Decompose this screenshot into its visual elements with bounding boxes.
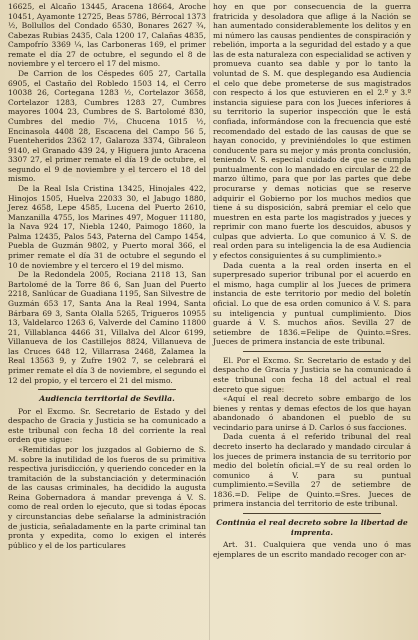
paragraph: Art. 31. Cualquiera que venda uno ó mas ejemplares de un escrito mandado recoger con ar-: [213, 540, 411, 559]
paragraph: De la Redondela 2005, Rociana 2118 13, San Bartolomé de la Torre 86 6, San Juan del Puerto 2218, Sanlúcar de Guadiana 1195, San Silvestre de Guzmán 653 17, Santa Ana la Real 1994, Santa Bárbara 69 3, Santa Olalla 5265, Trigueros 10955 13, Valdelarco 1263 6, Valverde del Camino 11800 21, Villablanca 4466 31, Villalva del Alcor 6199, Villanueva de los Castillejos 8824, Villanueva de las Cruces 648 12, Villarrasa 2468, Zalamea la Real 13563 9, y Zufre 1902 7, se celebrará el primer remate el día 3 de noviembre, el segundo el 12 del propio, y el tercero el 21 del mismo.: [8, 270, 206, 385]
left-column: [8, 2, 206, 550]
paragraph: 16625, el Alcaño 13445, Aracena 18664, Aroche 10451, Ayamonte 12725, Beas 5786, Bérrocal 1373 ½, Bollullos del Condado 6530, Bonares 2627 ¾, Cabezas Rubias 2435, Cala 1200 17, Calañas 4835, Campofrío 3369 ¼, las Carboneras 169, el primer remate el día 27 de octubre, el segundo el 8 de noviembre y el tercero el 17 del mismo.: [8, 2, 206, 69]
section-divider: [243, 513, 381, 514]
paragraph: hoy en que por consecuencia de la guerra fratricida y desoladora que aflige á la Nación se han aumentado considerablemente los delitos y en mi número las causas pendientes de conspiración y rebelión, importa a la seguridad del estado y a que las de esta naturaleza con especialidad se activen y promueva cuanto sea dable y por lo tanto la voluntad de S. M. que desplegando esa Audiencia el celo que debe prometerse de sus magistrados con respecto á los que estuvieren en el 2.º y 3.º instancia siguiese para con los Jueces inferiores á su territorio la superior inspección que le está confiada, informándose con la frecuencia que esté recomendado del estado de las causas de que se hayan conocido, y previniéndoles lo que estimen conducente para su mejor y más pronta conclusión, teniendo V. S. especial cuidado de que se cumpla puntualmente con lo mandado en circular de 22 de marzo último, para que por las partes que debe procurarse y demas noticias que se reserve adquirir el Gobierno por los muchos medios que tiene á su disposición, sabrá premiar el celo que muestren en esta parte los magistrados y jueces y reprimir con mano fuerte los descuidos, abusos y culpas que advierta. Lo que comunico á V. S. de real orden para su inteligencia la de esa Audiencia y efectos consiguientes á su cumplimiento.»: [213, 2, 411, 261]
paragraph: Dada cuenta a la real orden inserta en el superpresado superior tribunal por el acuerdo en el mismo, haga cumplir al los Jueces de primera instancia de este territorio por medio del boletín oficial. Lo que de esa orden comunico á V. S. para su inteligencia y puntual cumplimiento. Dios guarde á V. S. muchos años. Sevilla 27 de setiembre de 1836.=Felipe de Quinto.=Sres. Jueces de primera instancia de este tribunal.: [213, 260, 411, 347]
section-divider: [38, 389, 176, 390]
column-divider: [209, 0, 210, 640]
paragraph: De Carrion de los Céspedes 605 27, Cartalla 6905, el Castaño del Robledo 1503 14, el Cerro 10038 26, Cortegana 1283 ½, Cortelazor 3658, Cortelazor 1283, Cumbres 1283 27, Cumbres mayores 1004 23, Cumbres de S. Bartolomé 830, Cumbres del medio 7½, Chucena 1015 ½, Encinasola 4408 28, Escacena del Campo 56 5, Fuenteheridos 2362 17, Galaroza 3374, Gibraleon 9140, el Granado 439 24, y Higuera junto Aracena 3307 27, el primer remate el día 19 de octubre, el segundo el 9 de noviembre y el tercero el 18 del mismo.: [8, 69, 206, 184]
section-divider: [243, 351, 381, 352]
paragraph: «Remitidas por los juzgados al Gobierno de S. M. sobre la inutilidad de los fueros de su primitiva respectiva jurisdicción, y queriendo conceder en la tramitación de la substanciación y determinación de las causas criminales, ha decidido la augusta Reina Gobernadora á mandar prevenga á V. S. como de real orden lo ejecuto, que si todas épocas y circunstancias debe señalarse la administración de justicia, señaladamente en la parte criminal tan pronta y expedita, como lo exigen el interés público y el de los particulares: [8, 445, 206, 550]
right-column: [213, 2, 411, 559]
section-heading: Continúa el real decreto sobre la libertad de imprenta.: [216, 518, 408, 537]
paragraph: Dada cuenta á el referido tribunal del real decreto inserto ha declarado y mandado circular á los jueces de primera instancia de su territorio por medio del boletín oficial.=Y de su real orden lo comunico á V. para su puntual cumplimiento.=Sevilla 27 de setiembre de 1836.=D. Felipe de Quinto.=Sres. Jueces de primera instancia del territorio de este tribunal.: [213, 432, 411, 509]
paragraph: «Aquí el real decreto sobre embargo de los bienes y rentas y demas efectos de los que hayan abandonado ó abandonen el pueblo de su vecindario para unirse á D. Carlos ó sus facciones.: [213, 394, 411, 432]
section-heading: Audiencia territorial de Sevilla.: [39, 394, 175, 404]
paragraph: De la Real Isla Cristina 13425, Hinojales 422, Hinojos 1505, Huelva 22033 30, el Jabugo 1880, Jerez 4658, Lepe 4585, Lucena del Puerto 2610, Manzanilla 4755, los Marines 497, Moguer 11180, la Nava 924 17, Niebla 1240, Paimogo 1860, la Palma 12435, Palos 543, Paterna del Campo 1454, Puebla de Guzmán 9802, y Puerto moral 366, el primer remate el día 31 de octubre el segundo el 10 de noviembre y el tercero el 19 del mismo.: [8, 183, 206, 270]
paragraph: El. Por el Excmo. Sr. Secretario de estado y del despacho de Gracia y Justicia se ha comunicado á este tribunal con fecha 18 del actual el real decreto que sigue:: [213, 355, 411, 394]
paragraph: Por el Excmo. Sr. Secretario de Estado y del despacho de Gracia y Justicia se ha comunicado a este tribunal con fecha 18 del corriente la real orden que sigue:: [8, 406, 206, 445]
